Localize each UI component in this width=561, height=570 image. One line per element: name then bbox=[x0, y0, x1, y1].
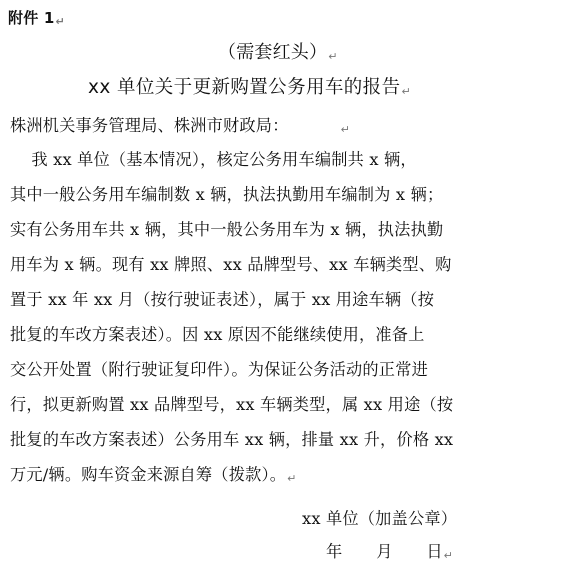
body-line-text: 实有公务用车共 x 辆，其中一般公务用车为 x 辆，执法执勤 bbox=[10, 220, 444, 239]
body-line-text: 用车为 x 辆。现有 xx 牌照、xx 品牌型号、xx 车辆类型、购 bbox=[10, 255, 452, 274]
signature-text: xx 单位（加盖公章） bbox=[302, 509, 458, 528]
date-line bbox=[326, 542, 453, 566]
paragraph-mark-icon: ↵ bbox=[443, 549, 453, 562]
body-line-text: 万元/辆。购车资金来源自筹（拨款）。 bbox=[10, 465, 287, 484]
paragraph-mark-icon: ↵ bbox=[340, 123, 351, 136]
body-line-text: 其中一般公务用车编制数 x 辆，执法执勤用车编制为 x 辆； bbox=[10, 185, 444, 204]
body-line bbox=[10, 430, 453, 450]
body-line bbox=[10, 465, 297, 489]
body-line bbox=[10, 185, 443, 205]
date-day: 日 bbox=[426, 542, 443, 561]
body-line bbox=[10, 255, 452, 275]
document-title-text: xx 单位关于更新购置公务用车的报告 bbox=[88, 77, 401, 98]
signature-line bbox=[302, 509, 457, 529]
body-line-text: 批复的车改方案表述）。因 xx 原因不能继续使用，准备上 bbox=[10, 325, 425, 344]
body-line-text: 我 xx 单位（基本情况），核定公务用车编制共 x 辆， bbox=[10, 150, 417, 169]
paragraph-mark-icon: ↵ bbox=[287, 472, 297, 485]
body-line bbox=[10, 150, 417, 170]
body-line bbox=[10, 360, 428, 380]
paragraph-mark-icon: ↵ bbox=[328, 50, 338, 63]
paragraph-mark-icon: ↵ bbox=[401, 85, 412, 98]
subtitle bbox=[218, 42, 338, 68]
body-line bbox=[10, 220, 443, 240]
addressee-text: 株洲机关事务管理局、株洲市财政局： bbox=[10, 116, 289, 135]
document-title bbox=[88, 76, 411, 104]
body-line-text: 交公开处置（附行驶证复印件）。为保证公务活动的正常进 bbox=[10, 360, 428, 379]
subtitle-text: （需套红头） bbox=[218, 42, 328, 63]
body-line-text: 置于 xx 年 xx 月（按行驶证表述），属于 xx 用途车辆（按 bbox=[10, 290, 435, 309]
date-month: 月 bbox=[376, 542, 393, 561]
attachment-label bbox=[8, 8, 65, 32]
body-line-text: 行，拟更新购置 xx 品牌型号，xx 车辆类型，属 xx 用途（按 bbox=[10, 395, 454, 414]
addressee bbox=[10, 116, 350, 140]
date-year: 年 bbox=[326, 542, 343, 561]
body-line bbox=[10, 290, 434, 310]
body-line bbox=[10, 325, 425, 345]
body-line-text: 批复的车改方案表述）公务用车 xx 辆，排量 xx 升，价格 xx bbox=[10, 430, 454, 449]
paragraph-mark-icon: ↵ bbox=[55, 15, 65, 28]
body-line bbox=[10, 395, 453, 415]
attachment-label-text: 附件 1 bbox=[8, 9, 55, 27]
